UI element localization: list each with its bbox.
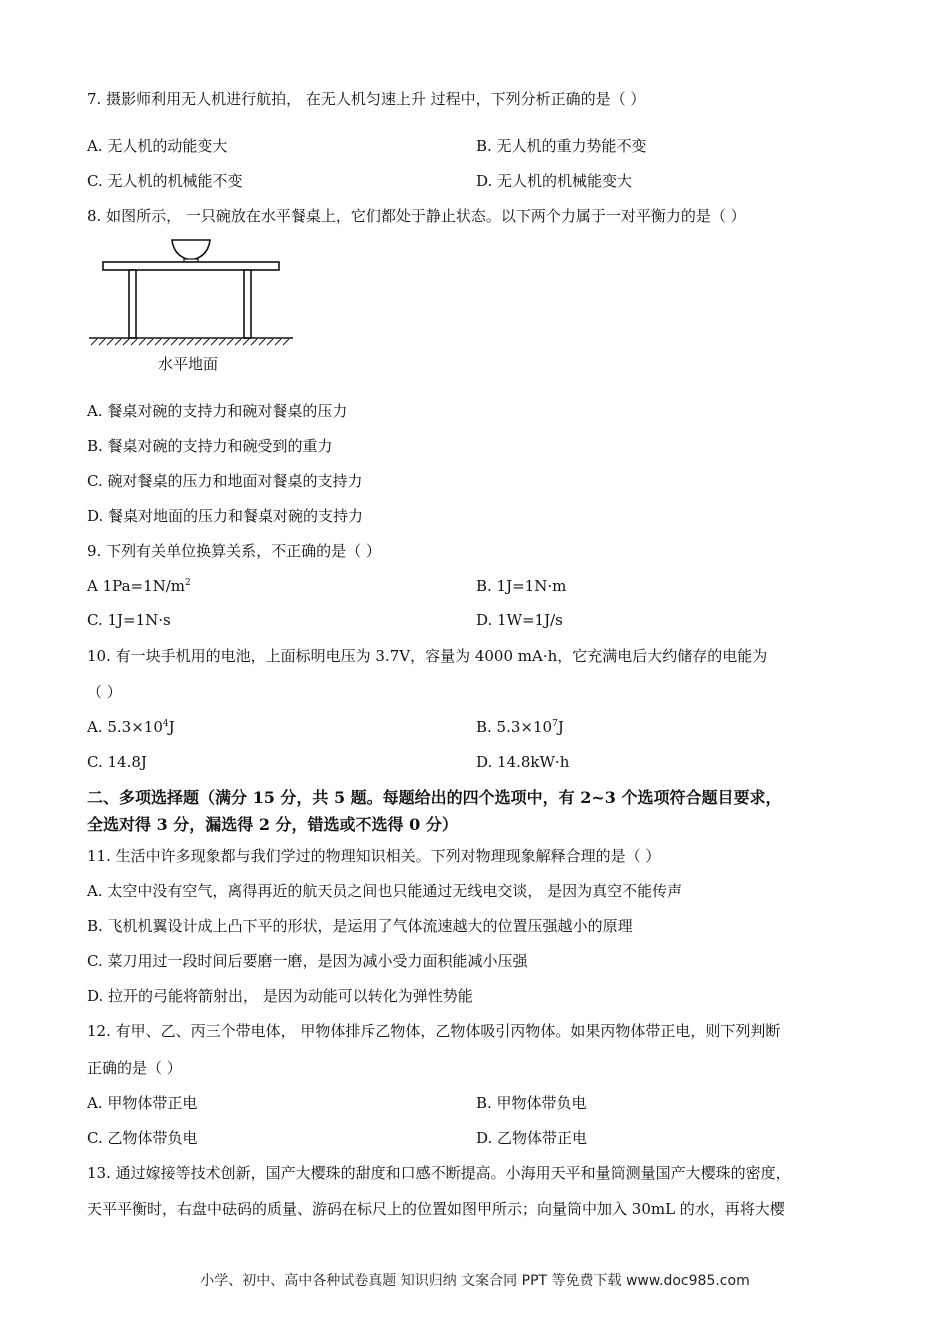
question-7-option-b: B. 无人机的重力势能不变 — [476, 137, 647, 155]
question-8-option-d: D. 餐桌对地面的压力和餐桌对碗的支持力 — [87, 507, 364, 525]
question-7-stem: 7. 摄影师利用无人机进行航拍， 在无人机匀速上升 过程中，下列分析正确的是（ ） — [87, 90, 646, 108]
question-9-option-d: D. 1W=1J/s — [476, 611, 563, 629]
question-9-stem: 9. 下列有关单位换算关系，不正确的是（ ） — [87, 542, 381, 560]
ground-hatching — [91, 339, 289, 345]
question-8-stem: 8. 如图所示， 一只碗放在水平餐桌上，它们都处于静止状态。以下两个力属于一对平衡力的是（ ） — [87, 207, 746, 225]
question-7-option-c: C. 无人机的机械能不变 — [87, 172, 243, 190]
question-12-option-b: B. 甲物体带负电 — [476, 1094, 587, 1112]
question-9-option-c: C. 1J=1N·s — [87, 611, 171, 629]
page-footer: 小学、初中、高中各种试卷真题 知识归纳 文案合同 PPT 等免费下载 www.doc985.com — [200, 1273, 750, 1289]
table-leg-left — [129, 270, 136, 338]
question-9-option-b: B. 1J=1N·m — [476, 577, 567, 595]
table-leg-right — [244, 270, 251, 338]
question-10-option-b: B. $5.3\times 10^7J$ — [476, 718, 564, 736]
question-11-option-b: B. 飞机机翼设计成上凸下平的形状，是运用了气体流速越大的位置压强越小的原理 — [87, 917, 633, 935]
question-10-option-a: A. $5.3\times 10^4J$ — [87, 718, 175, 736]
question-10-option-c: C. 14.8J — [87, 753, 147, 771]
question-8-option-b: B. 餐桌对碗的支持力和碗受到的重力 — [87, 437, 333, 455]
question-12-option-a: A. 甲物体带正电 — [87, 1094, 198, 1112]
question-13-stem-cont: 天平平衡时，右盘中砝码的质量、游码在标尺上的位置如图甲所示；向量筒中加入 30mL 的水，再将大樱 — [87, 1200, 785, 1218]
question-8-option-a: A. 餐桌对碗的支持力和碗对餐桌的压力 — [87, 402, 348, 420]
question-7-option-a: A. 无人机的动能变大 — [87, 137, 228, 155]
section-2-heading-cont: 全选对得 3 分，漏选得 2 分，错选或不选得 0 分） — [87, 815, 458, 834]
table-top — [103, 262, 279, 270]
question-9-option-a: A $1Pa=1N/m^2$ — [87, 577, 191, 595]
question-11-option-d: D. 拉开的弓能将箭射出， 是因为动能可以转化为弹性势能 — [87, 987, 473, 1005]
question-12-option-d: D. 乙物体带正电 — [476, 1129, 588, 1147]
question-10-option-d: D. 14.8kW·h — [476, 753, 570, 771]
bowl-shape — [172, 240, 210, 260]
figure-caption: 水平地面 — [158, 355, 219, 373]
question-7-option-d: D. 无人机的机械能变大 — [476, 172, 633, 190]
question-10-stem: 10. 有一块手机用的电池，上面标明电压为 3.7V，容量为 4000 mA·h，它充满电后大约储存的电能为 — [87, 647, 768, 665]
question-12-stem-cont: 正确的是（ ） — [87, 1059, 182, 1077]
question-12-stem: 12. 有甲、乙、丙三个带电体， 甲物体排斥乙物体，乙物体吸引丙物体。如果丙物体带正电，则下列判断 — [87, 1022, 781, 1040]
question-11-stem: 11. 生活中许多现象都与我们学过的物理知识相关。下列对物理现象解释合理的是（ ） — [87, 847, 661, 865]
question-11-option-c: C. 菜刀用过一段时间后要磨一磨，是因为减小受力面积能减小压强 — [87, 952, 528, 970]
question-11-option-a: A. 太空中没有空气，离得再近的航天员之间也只能通过无线电交谈， 是因为真空不能传声 — [87, 882, 683, 900]
question-8-option-c: C. 碗对餐桌的压力和地面对餐桌的支持力 — [87, 472, 363, 490]
section-2-heading: 二、多项选择题（满分 15 分，共 5 题。每题给出的四个选项中，有 2~3 个选项符合题目要求， — [87, 788, 782, 807]
question-13-stem: 13. 通过嫁接等技术创新，国产大樱珠的甜度和口感不断提高。小海用天平和量筒测量国产大樱珠的密度， — [87, 1164, 791, 1182]
question-12-option-c: C. 乙物体带负电 — [87, 1129, 198, 1147]
question-10-stem-cont: （ ） — [87, 683, 122, 701]
